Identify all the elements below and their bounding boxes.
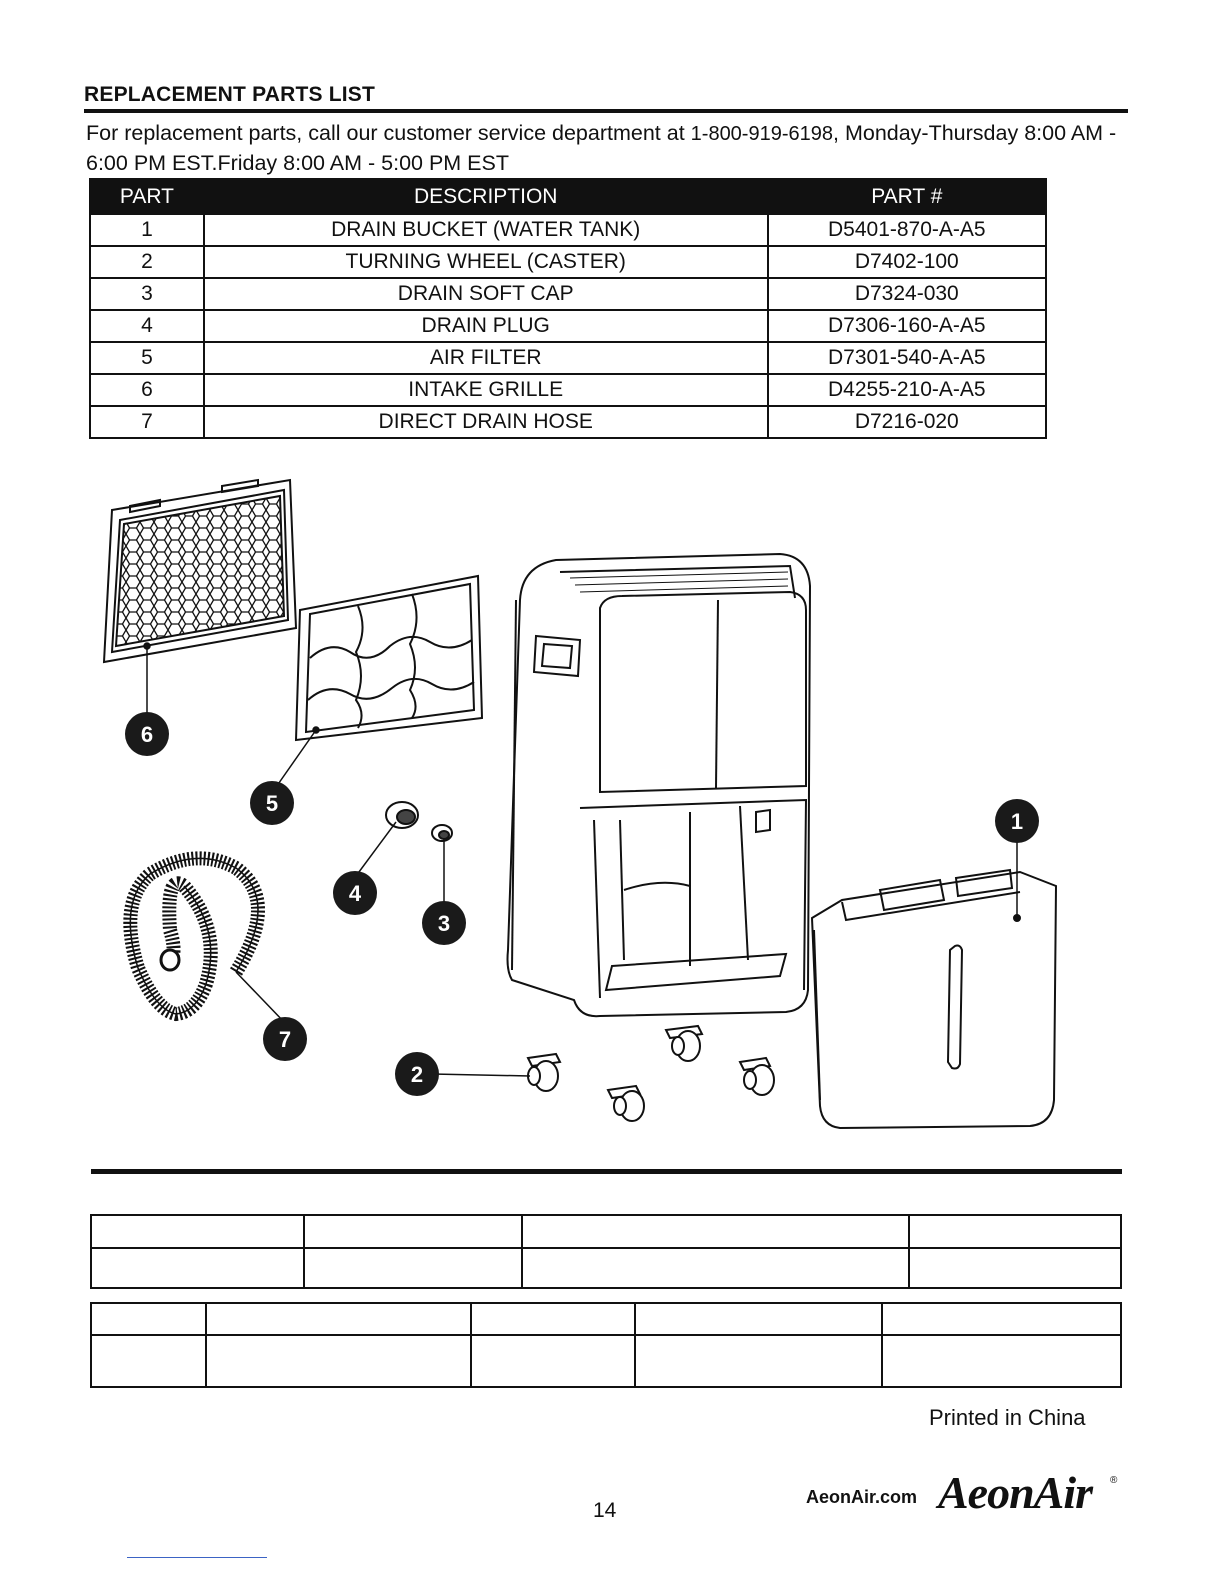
table-row [90,278,1046,310]
parts-table-header [90,179,1046,214]
description-cell: INTAKE GRILLE [204,374,768,406]
header-description: DESCRIPTION [204,179,768,214]
table-row [90,214,1046,246]
blank-cell [471,1303,635,1335]
part-number-cell: D7324-030 [768,278,1046,310]
description-cell: TURNING WHEEL (CASTER) [204,246,768,278]
blank-cell [909,1248,1121,1288]
description-cell: DIRECT DRAIN HOSE [204,406,768,438]
callout-badge-7 [263,1017,307,1061]
description-cell: AIR FILTER [204,342,768,374]
phone-number: 1-800-919-6198 [690,123,833,145]
callout-badge-5 [250,781,294,825]
callout-label-4: 4 [348,881,362,906]
description-cell: DRAIN PLUG [204,310,768,342]
heading-rule [84,109,1128,113]
blank-table-lower [90,1302,1122,1388]
blank-cell [882,1303,1121,1335]
table-row [90,246,1046,278]
part-number-cell: D5401-870-A-A5 [768,214,1046,246]
table-row [91,1303,1121,1335]
part-number-cell: D7216-020 [768,406,1046,438]
table-row [90,406,1046,438]
drain-soft-cap-illustration [432,825,452,841]
brand-logo: AeonAir [938,1467,1093,1518]
blank-cell [909,1215,1121,1248]
intake-grille-illustration [104,480,296,662]
page-number: 14 [593,1499,617,1522]
table-row [91,1248,1121,1288]
blank-cell [91,1248,304,1288]
callout-label-5: 5 [265,791,279,816]
link-underline [127,1557,267,1558]
blank-cell [206,1303,471,1335]
blank-table-upper [90,1214,1122,1289]
blank-cell [882,1335,1121,1387]
drain-bucket-illustration [812,870,1056,1128]
printed-in-note: Printed in China [929,1405,1086,1430]
callout-label-6: 6 [140,722,154,747]
blank-cell [304,1248,523,1288]
callout-badge-4 [333,871,377,915]
caster-wheels-illustration [528,1026,774,1121]
dehumidifier-body-illustration [508,554,811,1016]
blank-cell [522,1248,909,1288]
description-cell: DRAIN BUCKET (WATER TANK) [204,214,768,246]
section-heading: REPLACEMENT PARTS LIST [84,83,376,106]
intro-text-end: , Monday-Thursday 8:00 AM - 6:00 PM EST.Friday 8:00 AM - 5:00 PM EST [86,121,1117,175]
part-cell: 1 [90,214,204,246]
part-cell: 3 [90,278,204,310]
drain-plug-illustration [386,802,418,828]
bottom-rule [91,1169,1122,1174]
callout-label-7: 7 [278,1027,292,1052]
callout-label-1: 1 [1010,809,1024,834]
part-cell: 2 [90,246,204,278]
blank-cell [471,1335,635,1387]
blank-cell [635,1335,883,1387]
table-row [90,342,1046,374]
blank-cell [522,1215,909,1248]
part-number-cell: D7301-540-A-A5 [768,342,1046,374]
callout-label-2: 2 [410,1062,424,1087]
drain-hose-illustration [130,858,258,1014]
description-cell: DRAIN SOFT CAP [204,278,768,310]
air-filter-illustration [296,576,482,740]
callout-badge-3 [422,901,466,945]
exploded-parts-diagram [0,460,1224,1140]
callout-label-3: 3 [437,911,451,936]
part-number-cell: D7402-100 [768,246,1046,278]
header-part-number: PART # [768,179,1046,214]
part-cell: 7 [90,406,204,438]
blank-cell [91,1335,206,1387]
blank-cell [635,1303,883,1335]
part-number-cell: D7306-160-A-A5 [768,310,1046,342]
website-link[interactable]: AeonAir.com [806,1487,918,1507]
table-row [90,310,1046,342]
table-row [91,1215,1121,1248]
table-row [90,374,1046,406]
blank-cell [206,1335,471,1387]
callout-badge-1 [995,799,1039,843]
blank-cell [304,1215,523,1248]
callout-badge-6 [125,712,169,756]
intro-text-start: For replacement parts, call our customer service department at [86,121,685,145]
part-cell: 5 [90,342,204,374]
header-part: PART [90,179,204,214]
parts-table [89,178,1047,439]
part-cell: 6 [90,374,204,406]
registered-mark: ® [1110,1475,1118,1486]
table-row [91,1335,1121,1387]
part-cell: 4 [90,310,204,342]
blank-cell [91,1215,304,1248]
part-number-cell: D4255-210-A-A5 [768,374,1046,406]
callout-badge-2 [395,1052,439,1096]
blank-cell [91,1303,206,1335]
intro-paragraph [86,119,1126,178]
